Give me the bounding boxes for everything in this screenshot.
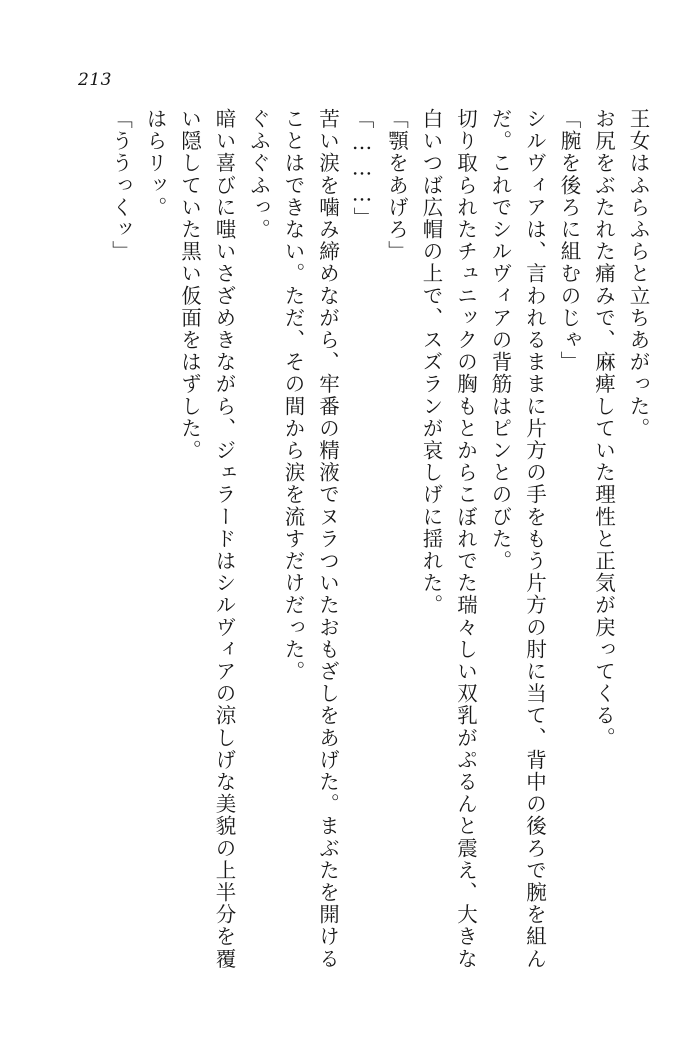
text-column: シルヴィアは、言われるままに片方の手をもう片方の肘に当て、背中の後ろで腕を組ん [522, 108, 547, 970]
text-column: 「腕を後ろに組むのじゃ」 [557, 108, 581, 374]
text-column: 「………」 [350, 108, 374, 229]
text-column: ことはできない。ただ、その間から涙を流すだけだった。 [281, 108, 305, 683]
page-number: 213 [78, 70, 112, 90]
text-column: 王女はふらふらと立ちあがった。 [626, 108, 650, 440]
text-column: 「ううっくッ」 [108, 108, 133, 263]
text-column: 切り取られたチュニックの胸もとからこぼれでた瑞々しい双乳がぷるんと震え、大きな [453, 108, 478, 970]
text-column: はらリッ。 [143, 108, 167, 219]
text-column: 「顎をあげろ」 [384, 108, 409, 263]
text-column: 白いつば広帽の上で、スズランが哀しげに揺れた。 [419, 108, 443, 617]
text-column: お尻をぶたれた痛みで、麻痺していた理性と正気が戻ってくる。 [591, 108, 616, 749]
text-column: 苦い涙を噛み締めながら、牢番の精液でヌラついたおもざしをあげた。まぶたを開ける [315, 108, 340, 970]
vertical-text-block [96, 108, 648, 988]
text-column: ぐふぐふっ。 [246, 108, 271, 241]
text-column: 暗い喜びに嗤いさざめきながら、ジェラードはシルヴィアの涼しげな美貌の上半分を覆 [212, 108, 236, 970]
text-column: い隠していた黒い仮面をはずした。 [177, 108, 202, 462]
text-column: だ。これでシルヴィアの背筋はピンとのびた。 [488, 108, 512, 573]
